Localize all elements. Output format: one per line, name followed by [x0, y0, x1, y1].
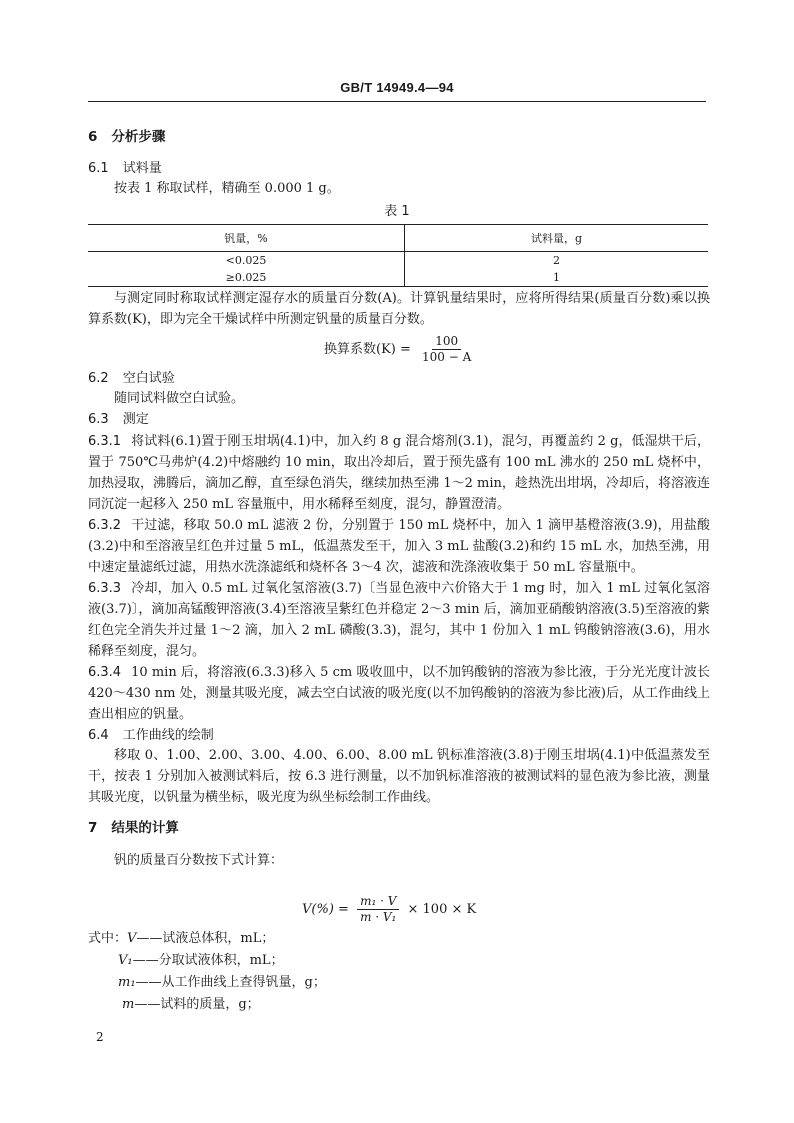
section-title: 空白试验 [122, 371, 175, 386]
clause-text: 10 min 后，将溶液(6.3.3)移入 5 cm 吸收皿中，以不加钨酸钠的溶液为参比液，于分光光度计波长 420～430 nm 处，测量其吸光度，减去空白试液的吸光度(以不加钨酸钠的溶液为参比液)后，从工作曲线上查出相应的钒量。 [88, 665, 710, 722]
section-6-4-heading [88, 725, 710, 746]
definition-text: ——试液总体积，mL； [136, 931, 275, 946]
table-header-cell: 试料量，g [405, 225, 709, 252]
definition-symbol: m [122, 997, 135, 1012]
formula-denominator: m · V₁ [360, 910, 397, 924]
section-6-3-2 [88, 515, 710, 578]
table-cell: 1 [405, 269, 709, 287]
definition-text: ——从工作曲线上查得钒量，g； [135, 975, 326, 990]
formula-left: V(%) = [302, 902, 349, 917]
formula-numerator: 100 [432, 334, 461, 350]
section-6-3-heading [88, 409, 710, 430]
vanadium-formula [302, 894, 476, 925]
definition-text: ——试料的质量，g； [134, 997, 260, 1012]
clause-text: 冷却，加入 0.5 mL 过氧化氢溶液(3.7)〔当显色液中六价铬大于 1 mg 时，加入 1 mL 过氧化氢溶液(3.7)〕，滴加高锰酸钾溶液(3.4)至溶液呈紫红色并稳定 2～3 min 后，滴加亚硝酸钠溶液(3.5)至溶液的紫红色完全消失并过量 1～2 滴，加入 2 mL 磷酸(3.3)，混匀，其中 1 份加入 1 mL 钨酸钠溶液(3.6)，用水稀释至刻度，混匀。 [88, 581, 710, 659]
section-number: 6.2 [88, 371, 109, 386]
section-number: 6.3 [88, 412, 109, 427]
clause-text: 将试料(6.1)置于刚玉坩埚(4.1)中，加入约 8 g 混合熔剂(3.1)，混匀，再覆盖约 2 g，低湿烘干后，置于 750℃马弗炉(4.2)中熔融约 10 min，取出冷却后，置于预先盛有 100 mL 沸水的 250 mL 烧杯中，加热浸取，沸腾后，滴加乙醇，直至绿色消失，继续加热至沸 1～2 min，趁热洗出坩埚，冷却后，将溶液连同沉淀一起移入 250 mL 容量瓶中，用水稀释至刻度，混匀，静置澄清。 [88, 434, 710, 512]
formula-fraction [419, 334, 474, 365]
definition-symbol: V [127, 931, 137, 946]
section-7-text: 钒的质量百分数按下式计算： [114, 853, 284, 868]
table-1 [88, 224, 708, 287]
section-6-heading [88, 127, 710, 148]
section-6-3-1 [88, 431, 710, 515]
formula-numerator: m₁ · V [357, 894, 399, 910]
formula-right: × 100 × K [407, 902, 477, 917]
conversion-formula [324, 334, 478, 365]
formula-label: 换算系数(K) = [324, 342, 411, 357]
section-6-3-3 [88, 578, 710, 662]
table-1-caption: 表 1 [384, 204, 410, 219]
section-title: 试料量 [122, 161, 162, 176]
table-cell: 2 [553, 254, 560, 267]
definition-row [88, 928, 708, 950]
section-6-2-text: 随同试料做空白试验。 [114, 391, 245, 406]
definition-symbol: V₁ [118, 953, 133, 968]
table-cell: ≥0.025 [88, 269, 405, 287]
header-rule [88, 101, 706, 102]
clause-number: 6.3.1 [88, 434, 122, 449]
clause-text: 干过滤，移取 50.0 mL 滤液 2 份，分别置于 150 mL 烧杯中，加入 1 滴甲基橙溶液(3.9)，用盐酸(3.2)中和至溶液呈红色并过量 5 mL，低温蒸发至干，加入 3 mL 盐酸(3.2)和约 15 mL 水，加热至沸，用中速定量滤纸过滤，用热水洗涤滤纸和烧杯各 3～4 次，滤液和洗涤液收集于 50 mL 容量瓶中。 [88, 518, 710, 575]
section-6-3-4 [88, 662, 710, 725]
section-6-2-heading [88, 368, 710, 389]
section-6-1-heading [88, 158, 710, 179]
section-number: 7 [88, 820, 98, 836]
definitions-intro: 式中： [88, 931, 128, 946]
standard-code-header: GB/T 14949.4—94 [340, 80, 454, 95]
section-title: 测定 [122, 412, 149, 427]
definition-symbol: m₁ [118, 975, 136, 990]
section-6-4-text: 移取 0、1.00、2.00、3.00、4.00、6.00、8.00 mL 钒标准溶液(3.8)于刚玉坩埚(4.1)中低温蒸发至干，按表 1 分别加入被测试料后，按 6.3 进行测量，以不加钒标准溶液的被测试料的显色液为参比液，测量其吸光度，以钒量为横坐标，吸光度为纵坐标绘制工作曲线。 [88, 748, 710, 805]
definition-row [88, 972, 708, 994]
formula-fraction [357, 894, 399, 925]
definition-row [88, 950, 708, 972]
page-number: 2 [96, 1030, 104, 1044]
section-number: 6 [88, 129, 98, 145]
section-7-heading [88, 818, 710, 839]
formula-definitions [88, 928, 708, 1016]
definition-text: ——分取试液体积，mL； [132, 953, 284, 968]
clause-number: 6.3.3 [88, 581, 122, 596]
section-number: 6.1 [88, 161, 109, 176]
table-row [88, 269, 708, 287]
formula-denominator: 100 − A [422, 350, 472, 364]
definition-row [88, 994, 708, 1016]
table-header-cell: 钒量，% [88, 225, 405, 252]
section-6-1-text: 按表 1 称取试样，精确至 0.000 1 g。 [114, 181, 340, 196]
clause-number: 6.3.4 [88, 665, 122, 680]
table-header-row [88, 225, 708, 252]
table-row [88, 252, 708, 270]
table-cell: <0.025 [88, 252, 405, 270]
clause-number: 6.3.2 [88, 518, 122, 533]
section-title: 工作曲线的绘制 [122, 728, 214, 743]
section-6-1-paragraph-2: 与测定同时称取试样测定湿存水的质量百分数(A)。计算钒量结果时，应将所得结果(质量百分数)乘以换算系数(K)，即为完全干燥试样中所测定钒量的质量百分数。 [88, 291, 710, 327]
section-number: 6.4 [88, 728, 109, 743]
section-title: 结果的计算 [111, 820, 179, 836]
section-title: 分析步骤 [111, 129, 166, 145]
